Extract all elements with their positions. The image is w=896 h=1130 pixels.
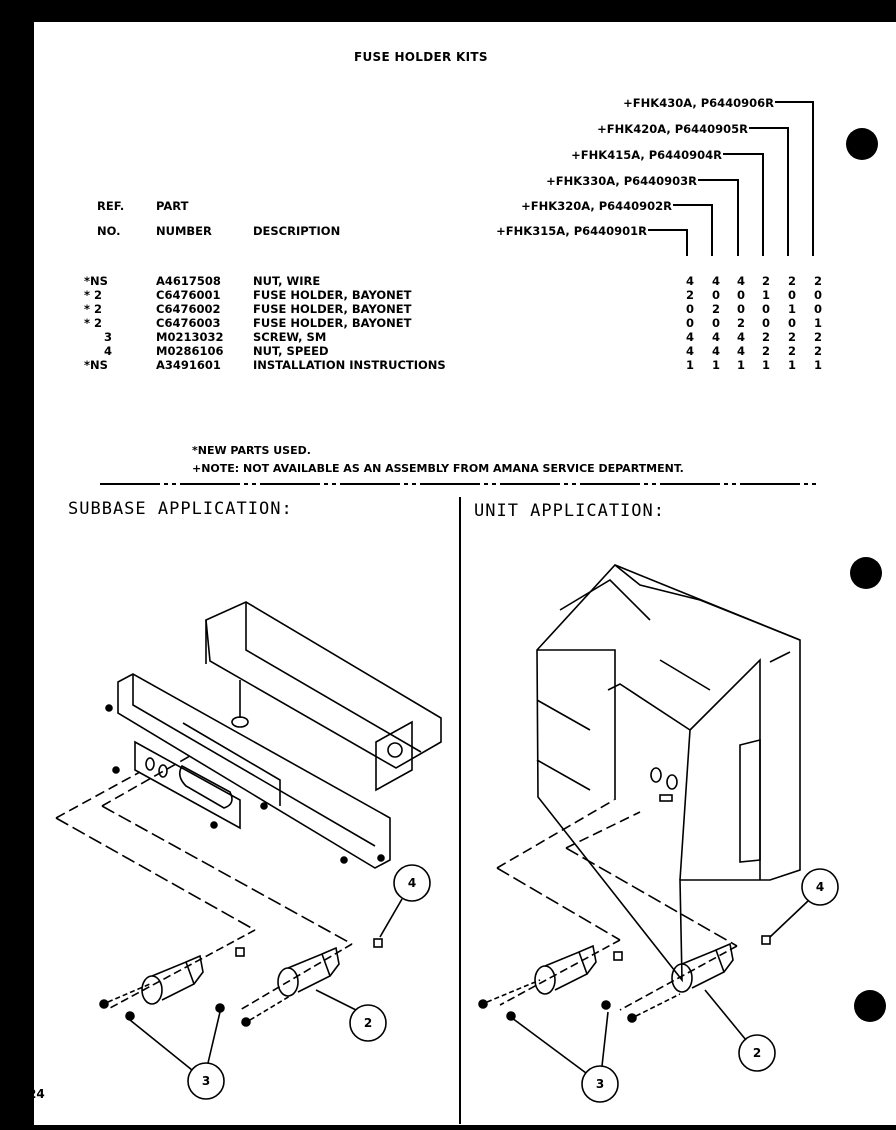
- qty: 0: [685, 316, 694, 330]
- qty: 2: [787, 344, 796, 358]
- description: NUT, WIRE: [253, 274, 321, 288]
- header-ref-line1: REF.: [97, 199, 125, 213]
- ref-no: *NS: [84, 274, 108, 288]
- qty: 0: [711, 316, 720, 330]
- header-part-line1: PART: [156, 199, 189, 213]
- kit-label-fhk415a: +FHK415A, P6440904R: [571, 148, 722, 162]
- kit-leader-1: [648, 230, 687, 256]
- ref-no: * 2: [84, 288, 103, 302]
- svg-text:3: 3: [201, 1074, 211, 1088]
- qty: 0: [736, 288, 745, 302]
- qty: 2: [761, 274, 770, 288]
- ref-no: 4: [104, 344, 113, 358]
- qty: 1: [813, 358, 822, 372]
- part-number: C6476003: [156, 316, 221, 330]
- part-number: C6476002: [156, 302, 221, 316]
- qty: 1: [787, 358, 796, 372]
- qty: 1: [685, 358, 694, 372]
- subbase-diagram: [56, 602, 441, 1099]
- qty: 2: [813, 330, 822, 344]
- header-description: DESCRIPTION: [253, 224, 341, 238]
- qty: 4: [711, 274, 720, 288]
- kit-label-fhk315a: +FHK315A, P6440901R: [496, 224, 647, 238]
- qty: 0: [685, 302, 694, 316]
- note-not-available: +NOTE: NOT AVAILABLE AS AN ASSEMBLY FROM AMANA SERVICE DEPARTMENT.: [192, 462, 684, 475]
- part-number: M0286106: [156, 344, 224, 358]
- qty: 0: [761, 302, 770, 316]
- qty: 1: [761, 288, 770, 302]
- svg-text:4: 4: [407, 876, 417, 890]
- svg-text:4: 4: [815, 880, 825, 894]
- qty: 2: [787, 274, 796, 288]
- ref-no: * 2: [84, 302, 103, 316]
- qty: 4: [736, 274, 745, 288]
- qty: 1: [711, 358, 720, 372]
- kit-label-fhk330a: +FHK330A, P6440903R: [546, 174, 697, 188]
- qty: 0: [813, 288, 822, 302]
- note-new-parts: *NEW PARTS USED.: [192, 444, 311, 457]
- description: FUSE HOLDER, BAYONET: [253, 316, 412, 330]
- qty: 2: [787, 330, 796, 344]
- qty: 4: [736, 330, 745, 344]
- ref-no: 3: [104, 330, 113, 344]
- subbase-section-title: SUBBASE APPLICATION:: [68, 499, 293, 519]
- qty: 0: [711, 288, 720, 302]
- description: NUT, SPEED: [253, 344, 329, 358]
- qty: 2: [736, 316, 745, 330]
- kit-label-fhk430a: +FHK430A, P6440906R: [623, 96, 774, 110]
- qty: 0: [813, 302, 822, 316]
- kit-label-fhk420a: +FHK420A, P6440905R: [597, 122, 748, 136]
- qty: 0: [736, 302, 745, 316]
- qty: 2: [761, 330, 770, 344]
- qty: 4: [711, 330, 720, 344]
- unit-section-title: UNIT APPLICATION:: [474, 501, 665, 521]
- ref-no: * 2: [84, 316, 103, 330]
- part-number: M0213032: [156, 330, 224, 344]
- ref-no: *NS: [84, 358, 108, 372]
- qty: 0: [787, 288, 796, 302]
- qty: 1: [736, 358, 745, 372]
- svg-text:3: 3: [595, 1077, 605, 1091]
- qty: 0: [761, 316, 770, 330]
- part-number: C6476001: [156, 288, 221, 302]
- description: FUSE HOLDER, BAYONET: [253, 288, 412, 302]
- qty: 2: [761, 344, 770, 358]
- header-ref-line2: NO.: [97, 224, 121, 238]
- qty: 2: [685, 288, 694, 302]
- qty: 4: [685, 344, 694, 358]
- qty: 4: [711, 344, 720, 358]
- part-number: A4617508: [156, 274, 221, 288]
- header-part-line2: NUMBER: [156, 224, 212, 238]
- kit-label-fhk320a: +FHK320A, P6440902R: [521, 199, 672, 213]
- unit-diagram: [479, 565, 838, 1102]
- qty: 4: [685, 274, 694, 288]
- description: INSTALLATION INSTRUCTIONS: [253, 358, 446, 372]
- svg-text:2: 2: [752, 1046, 762, 1060]
- page-number: 24: [28, 1087, 45, 1101]
- qty: 0: [787, 316, 796, 330]
- page-title: FUSE HOLDER KITS: [354, 50, 488, 64]
- qty: 4: [685, 330, 694, 344]
- description: FUSE HOLDER, BAYONET: [253, 302, 412, 316]
- part-number: A3491601: [156, 358, 221, 372]
- qty: 1: [813, 316, 822, 330]
- description: SCREW, SM: [253, 330, 327, 344]
- qty: 4: [736, 344, 745, 358]
- qty: 2: [813, 274, 822, 288]
- qty: 2: [711, 302, 720, 316]
- qty: 1: [787, 302, 796, 316]
- svg-text:2: 2: [363, 1016, 373, 1030]
- qty: 2: [813, 344, 822, 358]
- qty: 1: [761, 358, 770, 372]
